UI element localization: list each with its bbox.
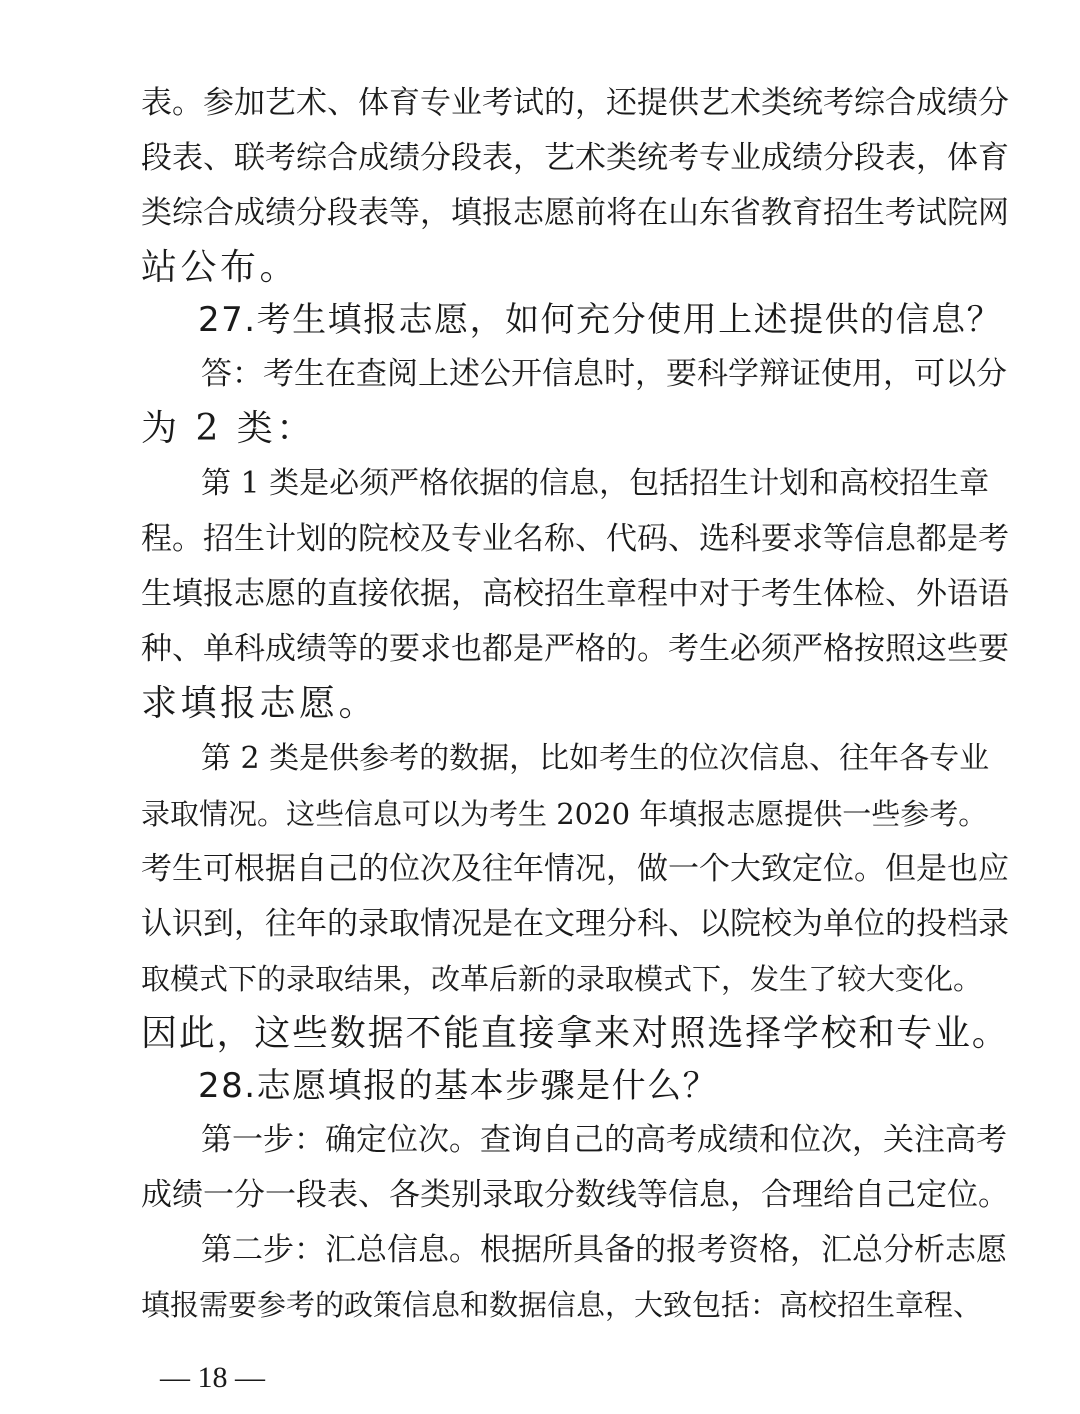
text-line-6: 答：考生在查阅上述公开信息时，要科学辩证使用，可以分: [201, 356, 1007, 392]
text-line-8: 第 1 类是必须严格依据的信息，包括招生计划和高校招生章: [201, 466, 990, 501]
text-line-20: 第一步：确定位次。查询自己的高考成绩和位次，关注高考: [201, 1122, 1007, 1158]
page-number: — 18 —: [160, 1361, 265, 1394]
text-line-21: 成绩一分一段表、各类别录取分数线等信息，合理给自己定位。: [141, 1177, 1009, 1213]
text-line-4: 站公布。: [141, 247, 300, 288]
question-27-heading: 27.考生填报志愿，如何充分使用上述提供的信息？: [198, 300, 1003, 340]
text-line-10: 生填报志愿的直接依据，高校招生章程中对于考生体检、外语语: [141, 576, 1009, 612]
text-line-14: 录取情况。这些信息可以为考生 2020 年填报志愿提供一些参考。: [141, 797, 988, 831]
text-line-13: 第 2 类是供参考的数据，比如考生的位次信息、往年各专业: [201, 741, 990, 776]
text-line-7: 为 2 类：: [141, 408, 316, 449]
question-28-heading: 28.志愿填报的基本步骤是什么？: [198, 1066, 719, 1106]
text-line-22: 第二步：汇总信息。根据所具备的报考资格，汇总分析志愿: [201, 1232, 1007, 1268]
text-line-17: 取模式下的录取结果，改革后新的录取模式下，发生了较大变化。: [141, 962, 983, 996]
text-line-2: 段表、联考综合成绩分段表，艺术类统考专业成绩分段表，体育: [141, 140, 1009, 176]
text-line-9: 程。招生计划的院校及专业名称、代码、选科要求等信息都是考: [141, 521, 1009, 557]
text-line-3: 类综合成绩分段表等，填报志愿前将在山东省教育招生考试院网: [141, 195, 1009, 231]
text-line-16: 认识到，往年的录取情况是在文理分科、以院校为单位的投档录: [141, 906, 1009, 942]
text-line-1: 表。参加艺术、体育专业考试的，还提供艺术类统考综合成绩分: [141, 85, 1009, 121]
text-line-18: 因此，这些数据不能直接拿来对照选择学校和专业。: [141, 1013, 1010, 1054]
text-line-15: 考生可根据自己的位次及往年情况，做一个大致定位。但是也应: [141, 851, 1009, 887]
text-line-23: 填报需要参考的政策信息和数据信息，大致包括：高校招生章程、: [141, 1288, 983, 1322]
text-line-12: 求填报志愿。: [141, 683, 379, 724]
text-line-11: 种、单科成绩等的要求也都是严格的。考生必须严格按照这些要: [141, 631, 1009, 667]
